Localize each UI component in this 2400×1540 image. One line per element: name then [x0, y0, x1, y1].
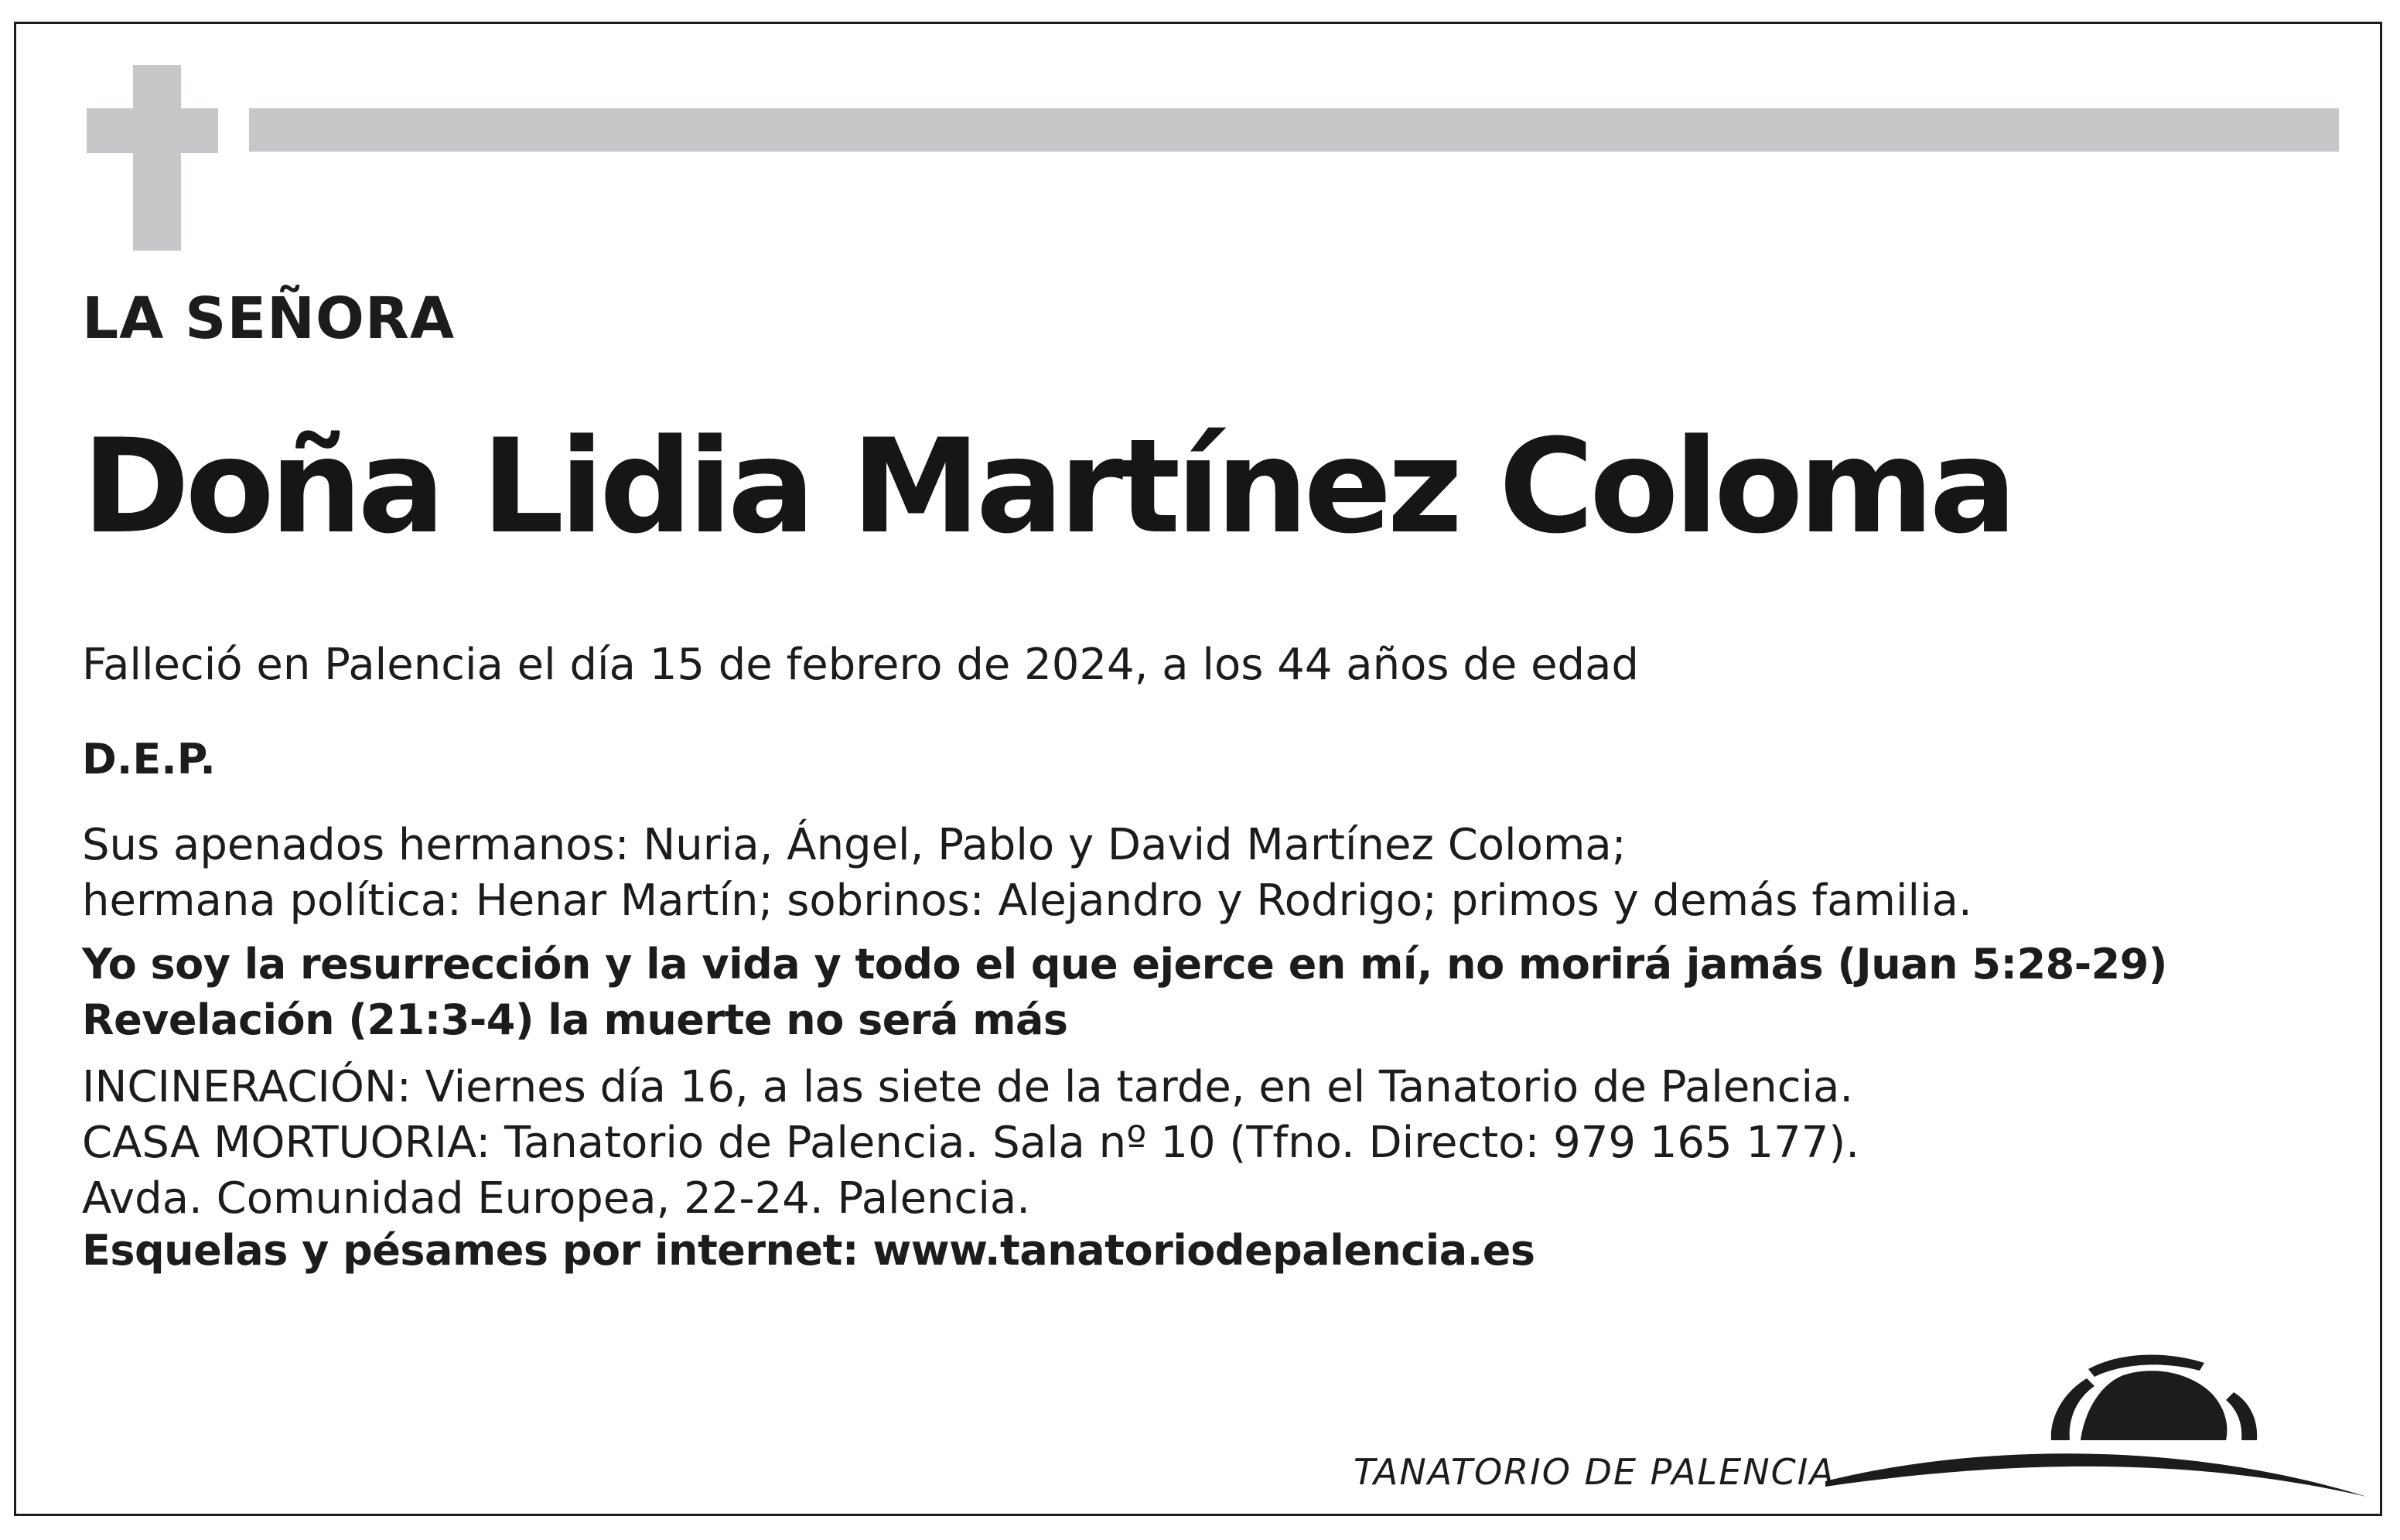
- funeral-home-details: CASA MORTUORIA: Tanatorio de Palencia. Sala nº 10 (Tfno. Directo: 979 165 177).: [82, 1118, 1860, 1168]
- tanatorio-logo-text: TANATORIO DE PALENCIA: [1354, 1451, 1835, 1493]
- cross-icon-horizontal: [87, 108, 218, 153]
- address: Avda. Comunidad Europea, 22-24. Palencia.: [82, 1173, 1031, 1224]
- logo-right-arc: [2226, 1392, 2257, 1440]
- tanatorio-logo-icon: [1825, 1346, 2367, 1508]
- web-line: Esquelas y pésames por internet: www.tanatoriodepalencia.es: [82, 1226, 1535, 1275]
- deceased-name: Doña Lidia Martínez Coloma: [82, 411, 2013, 562]
- logo-swoosh: [1825, 1453, 2367, 1497]
- family-line-2: hermana política: Henar Martín; sobrinos: Alejandro y Rodrigo; primos y demás familia.: [82, 876, 1972, 926]
- dep-text: D.E.P.: [82, 735, 216, 784]
- death-notice: Falleció en Palencia el día 15 de febrero de 2024, a los 44 años de edad: [82, 640, 1639, 690]
- header-bar: [249, 108, 2339, 152]
- honorific: LA SEÑORA: [82, 285, 456, 352]
- logo-dome: [2081, 1371, 2227, 1440]
- quote-line-2: Revelación (21:3-4) la muerte no será más: [82, 995, 1068, 1044]
- incineration-details: INCINERACIÓN: Viernes día 16, a las siete de la tarde, en el Tanatorio de Palencia.: [82, 1062, 1854, 1112]
- family-line-1: Sus apenados hermanos: Nuria, Ángel, Pablo y David Martínez Coloma;: [82, 820, 1627, 870]
- cross-icon-vertical: [133, 65, 181, 251]
- quote-line-1: Yo soy la resurrección y la vida y todo el que ejerce en mí, no morirá jamás (Juan 5:28-29): [82, 940, 2167, 989]
- obituary-frame: [14, 22, 2382, 1516]
